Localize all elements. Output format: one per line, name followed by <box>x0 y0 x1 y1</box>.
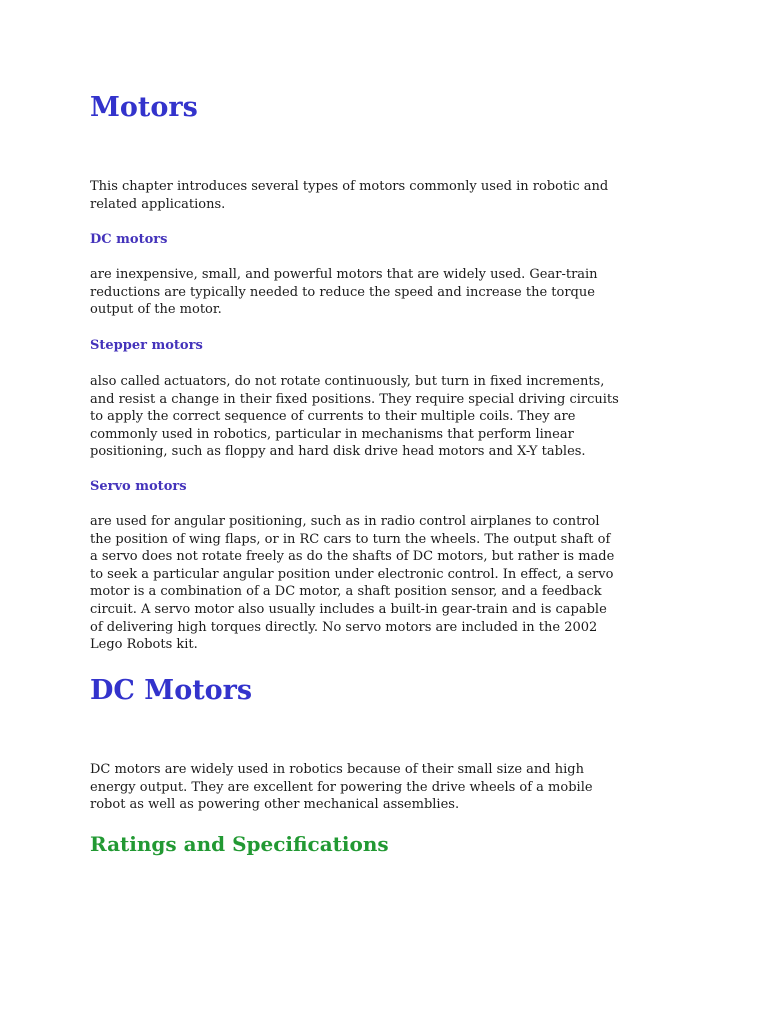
ratings-heading: Ratings and Specifications <box>90 832 389 856</box>
paragraph-line: robot as well as powering other mechanical assemblies. <box>90 797 460 813</box>
intro-paragraph <box>90 178 690 213</box>
paragraph-line: Lego Robots kit. <box>90 637 198 653</box>
paragraph-line: also called actuators, do not rotate continuously, but turn in fixed increments, <box>90 374 605 389</box>
paragraph-line: a servo does not rotate freely as do the shafts of DC motors, but rather is made <box>90 549 615 565</box>
servo-motors-paragraph <box>90 513 690 654</box>
dc-motors-title: DC Motors <box>90 675 253 706</box>
paragraph-line: to seek a particular angular position under electronic control. In effect, a servo <box>90 566 614 582</box>
paragraph-line: commonly used in robotics, particular in mechanisms that perform linear <box>90 426 574 442</box>
paragraph-line: and resist a change in their fixed positions. They require special driving circuits <box>90 391 619 407</box>
paragraph-line: the position of wing flaps, or in RC cars to turn the wheels. The output shaft of <box>90 531 611 547</box>
paragraph-line: DC motors are widely used in robotics because of their small size and high <box>90 762 584 777</box>
paragraph-line: motor is a combination of a DC motor, a shaft position sensor, and a feedback <box>90 584 602 600</box>
paragraph-line: of delivering high torques directly. No servo motors are included in the 2002 <box>90 619 598 635</box>
paragraph-line: are inexpensive, small, and powerful motors that are widely used. Gear-train <box>90 267 598 282</box>
paragraph-line: to apply the correct sequence of currents to their multiple coils. They are <box>90 409 576 425</box>
paragraph-line: related applications. <box>90 196 226 212</box>
paragraph-line: This chapter introduces several types of motors commonly used in robotic and <box>90 179 609 194</box>
dc-motors-paragraph <box>90 266 690 319</box>
section-heading-stepper-motors: Stepper motors <box>90 338 203 353</box>
stepper-motors-paragraph <box>90 373 690 461</box>
dc-motors-intro-paragraph <box>90 761 690 814</box>
paragraph-line: positioning, such as floppy and hard disk drive head motors and X-Y tables. <box>90 444 586 460</box>
section-heading-servo-motors: Servo motors <box>90 479 187 494</box>
page-title: Motors <box>90 92 198 123</box>
section-heading-dc-motors: DC motors <box>90 232 168 247</box>
paragraph-line: reductions are typically needed to reduce the speed and increase the torque <box>90 284 595 300</box>
paragraph-line: circuit. A servo motor also usually includes a built-in gear-train and is capable <box>90 601 607 617</box>
paragraph-line: energy output. They are excellent for powering the drive wheels of a mobile <box>90 779 593 795</box>
paragraph-line: output of the motor. <box>90 302 222 318</box>
paragraph-line: are used for angular positioning, such as in radio control airplanes to control <box>90 514 600 529</box>
